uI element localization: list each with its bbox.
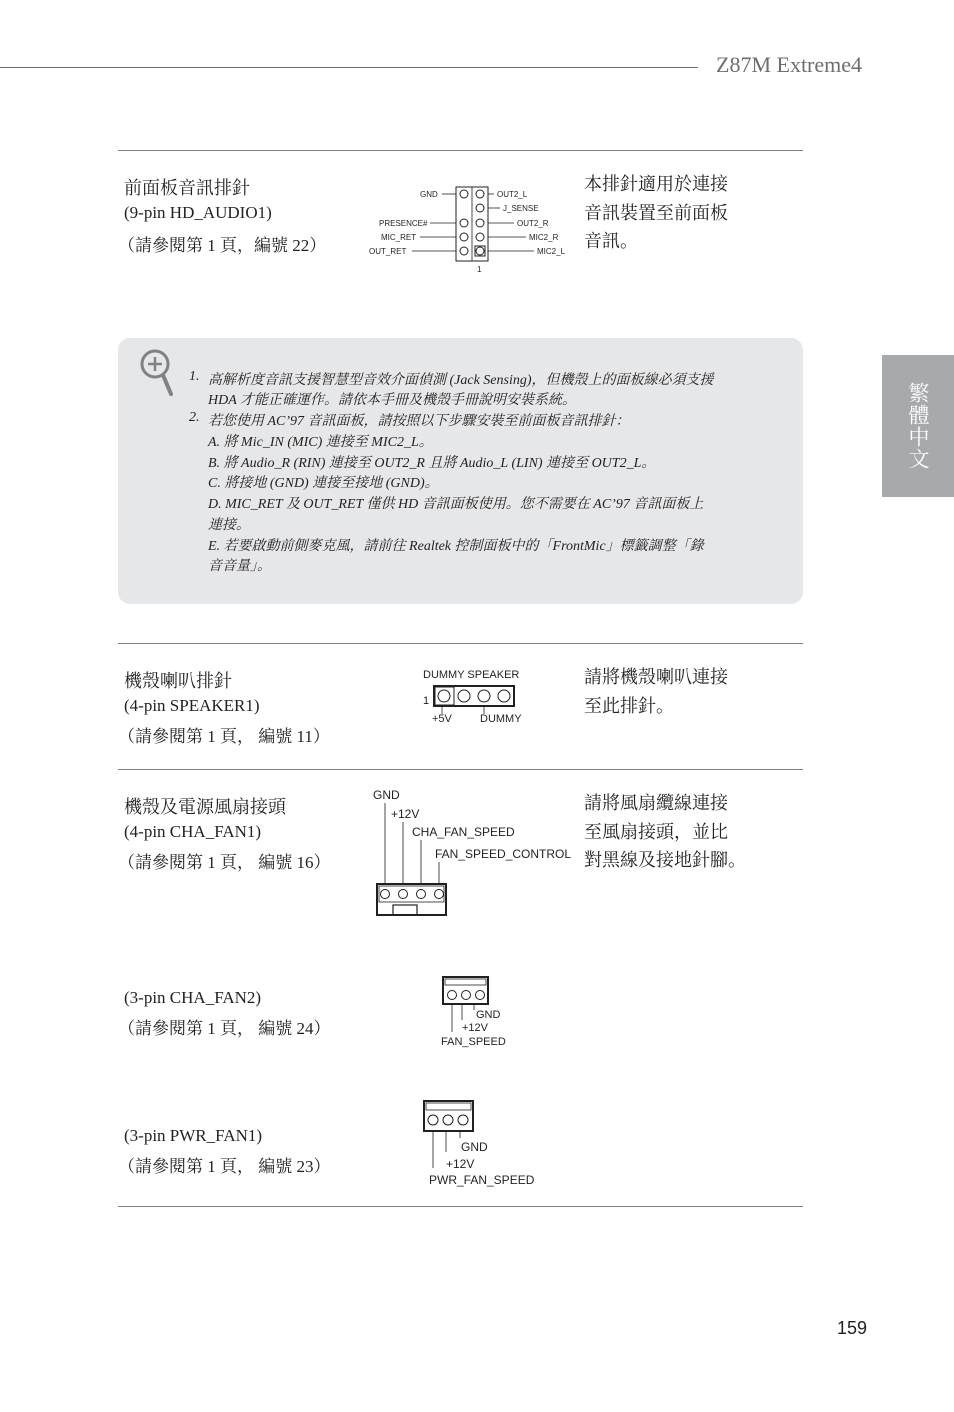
header-body xyxy=(434,686,514,706)
pin-label-5v: +5V xyxy=(432,713,452,725)
language-tab xyxy=(882,355,954,497)
pin-label-speed: PWR_FAN_SPEED xyxy=(429,1173,535,1187)
cha-fan1-ref: （請參閱第 1 頁， 編號 16） xyxy=(118,853,331,872)
note-line: B. 將 Audio_R (RIN) 連接至 OUT2_R 且將 Audio_L (LIN) 連接至 OUT2_L。 xyxy=(208,456,656,471)
pin xyxy=(478,690,490,702)
pin-label-12v: +12V xyxy=(446,1157,475,1171)
pin xyxy=(476,991,485,1000)
pin-label-dummy: DUMMY xyxy=(480,713,522,725)
speaker-pin: (4-pin SPEAKER1) xyxy=(124,696,260,715)
cha-fan1-pin: (4-pin CHA_FAN1) xyxy=(124,822,262,841)
note-line: 連接。 xyxy=(208,518,250,533)
header-body xyxy=(377,884,446,915)
note-line: HDA 才能正確運作。請依本手冊及機殼手冊說明安裝系統。 xyxy=(208,393,577,408)
desc-line: 至此排針。 xyxy=(584,695,674,716)
pin xyxy=(448,991,457,1000)
pin-label-mic2-r: MIC2_R xyxy=(529,233,559,242)
key-notch xyxy=(393,905,417,915)
pin-label-presence: PRESENCE# xyxy=(379,219,428,228)
pin-label-gnd: GND xyxy=(373,788,400,802)
pwr-fan1-ref: （請參閱第 1 頁， 編號 23） xyxy=(118,1157,331,1176)
note-line: 音音量」。 xyxy=(208,559,271,574)
pin-label-out2-l: OUT2_L xyxy=(497,190,528,199)
desc-line: 請將風扇纜線連接 xyxy=(584,793,728,813)
pin-label-j-sense: J_SENSE xyxy=(503,204,539,213)
pin xyxy=(417,890,426,899)
pin xyxy=(458,690,470,702)
hd-audio-ref: （請參閱第 1 頁，編號 22） xyxy=(118,236,327,255)
pin xyxy=(476,219,484,227)
note-line: 高解析度音訊支援智慧型音效介面偵測 (Jack Sensing)，但機殼上的面板線必須支援 xyxy=(208,373,714,388)
pwr-fan1-diagram xyxy=(418,1096,548,1192)
pin xyxy=(476,204,484,212)
cha-fan1-name: 機殼及電源風扇接頭 xyxy=(124,797,286,817)
header-rule xyxy=(0,67,698,68)
cha-fan2-diagram xyxy=(434,972,534,1052)
section-rule xyxy=(118,150,803,151)
pin-label-12v: +12V xyxy=(391,807,420,821)
cha-fan2-ref: （請參閱第 1 頁， 編號 24） xyxy=(118,1019,331,1038)
note-line: A. 將 Mic_IN (MIC) 連接至 MIC2_L。 xyxy=(208,435,433,450)
pin xyxy=(460,219,468,227)
speaker-desc xyxy=(584,663,728,720)
speaker-ref: （請參閱第 1 頁， 編號 11） xyxy=(118,727,330,746)
speaker-diagram xyxy=(418,664,548,730)
magnifier-icon xyxy=(138,348,178,398)
pin xyxy=(381,890,390,899)
language-tab-label: 繁體中文 xyxy=(906,382,930,470)
pin-label-control: FAN_SPEED_CONTROL xyxy=(435,847,572,861)
note-item-number: 1. xyxy=(189,369,200,384)
pin xyxy=(443,1115,453,1125)
pin xyxy=(462,991,471,1000)
page-number: 159 xyxy=(837,1318,868,1338)
desc-line: 請將機殼喇叭連接 xyxy=(584,667,728,687)
hd-audio-pin: (9-pin HD_AUDIO1) xyxy=(124,203,272,222)
note-line: E. 若要啟動前側麥克風，請前往 Realtek 控制面板中的「FrontMic」標籤調整「錄 xyxy=(208,539,704,554)
section-rule xyxy=(118,769,803,770)
pin-label-gnd: GND xyxy=(461,1140,488,1154)
section-rule xyxy=(118,1206,803,1207)
pin-label-gnd: GND xyxy=(476,1009,501,1021)
pin-label-speed: CHA_FAN_SPEED xyxy=(412,825,515,839)
desc-line: 對黑線及接地針腳。 xyxy=(584,850,746,870)
pin-label-gnd: GND xyxy=(420,190,438,199)
hd-audio-name: 前面板音訊排針 xyxy=(124,178,250,198)
cha-fan1-diagram xyxy=(366,784,576,920)
pin xyxy=(458,1115,468,1125)
pin xyxy=(438,690,450,702)
pwr-fan1-pin: (3-pin PWR_FAN1) xyxy=(124,1126,263,1145)
pin xyxy=(476,233,484,241)
speaker-top-label: DUMMY SPEAKER xyxy=(423,669,520,681)
pin-label-mic-ret: MIC_RET xyxy=(381,233,417,242)
pin xyxy=(399,890,408,899)
note-item-number: 2. xyxy=(189,410,200,425)
desc-line: 至風扇接頭，並比 xyxy=(584,821,728,842)
note-line: 若您使用 AC’97 音訊面板，請按照以下步驟安裝至前面板音訊排針： xyxy=(208,414,630,429)
cha-fan1-desc xyxy=(584,789,746,875)
hd-audio-desc xyxy=(584,170,728,256)
pin xyxy=(498,690,510,702)
hd-audio-diagram xyxy=(360,180,580,280)
pin xyxy=(476,190,484,198)
page-title: Z87M Extreme4 xyxy=(716,52,863,77)
pin xyxy=(435,890,444,899)
pin xyxy=(460,190,468,198)
cha-fan2-pin: (3-pin CHA_FAN2) xyxy=(124,988,262,1007)
pin-1-label: 1 xyxy=(423,695,430,707)
section-rule xyxy=(118,643,803,644)
pin-label-12v: +12V xyxy=(462,1022,488,1034)
note-line: D. MIC_RET 及 OUT_RET 僅供 HD 音訊面板使用。您不需要在 AC’97 音訊面板上 xyxy=(208,497,704,512)
desc-line: 本排針適用於連接 xyxy=(584,174,728,194)
pin-label-out-ret: OUT_RET xyxy=(369,247,407,256)
pin-1-label: 1 xyxy=(477,265,482,274)
pin xyxy=(428,1115,438,1125)
pin xyxy=(460,247,468,255)
pin-label-speed: FAN_SPEED xyxy=(441,1036,506,1048)
desc-line: 音訊。 xyxy=(584,231,638,251)
pin-label-mic2-l: MIC2_L xyxy=(537,247,566,256)
note-line: C. 將接地 (GND) 連接至接地 (GND)。 xyxy=(208,476,439,491)
pin xyxy=(460,233,468,241)
pin-label-out2-r: OUT2_R xyxy=(517,219,549,228)
desc-line: 音訊裝置至前面板 xyxy=(584,202,728,223)
speaker-name: 機殼喇叭排針 xyxy=(124,671,232,691)
